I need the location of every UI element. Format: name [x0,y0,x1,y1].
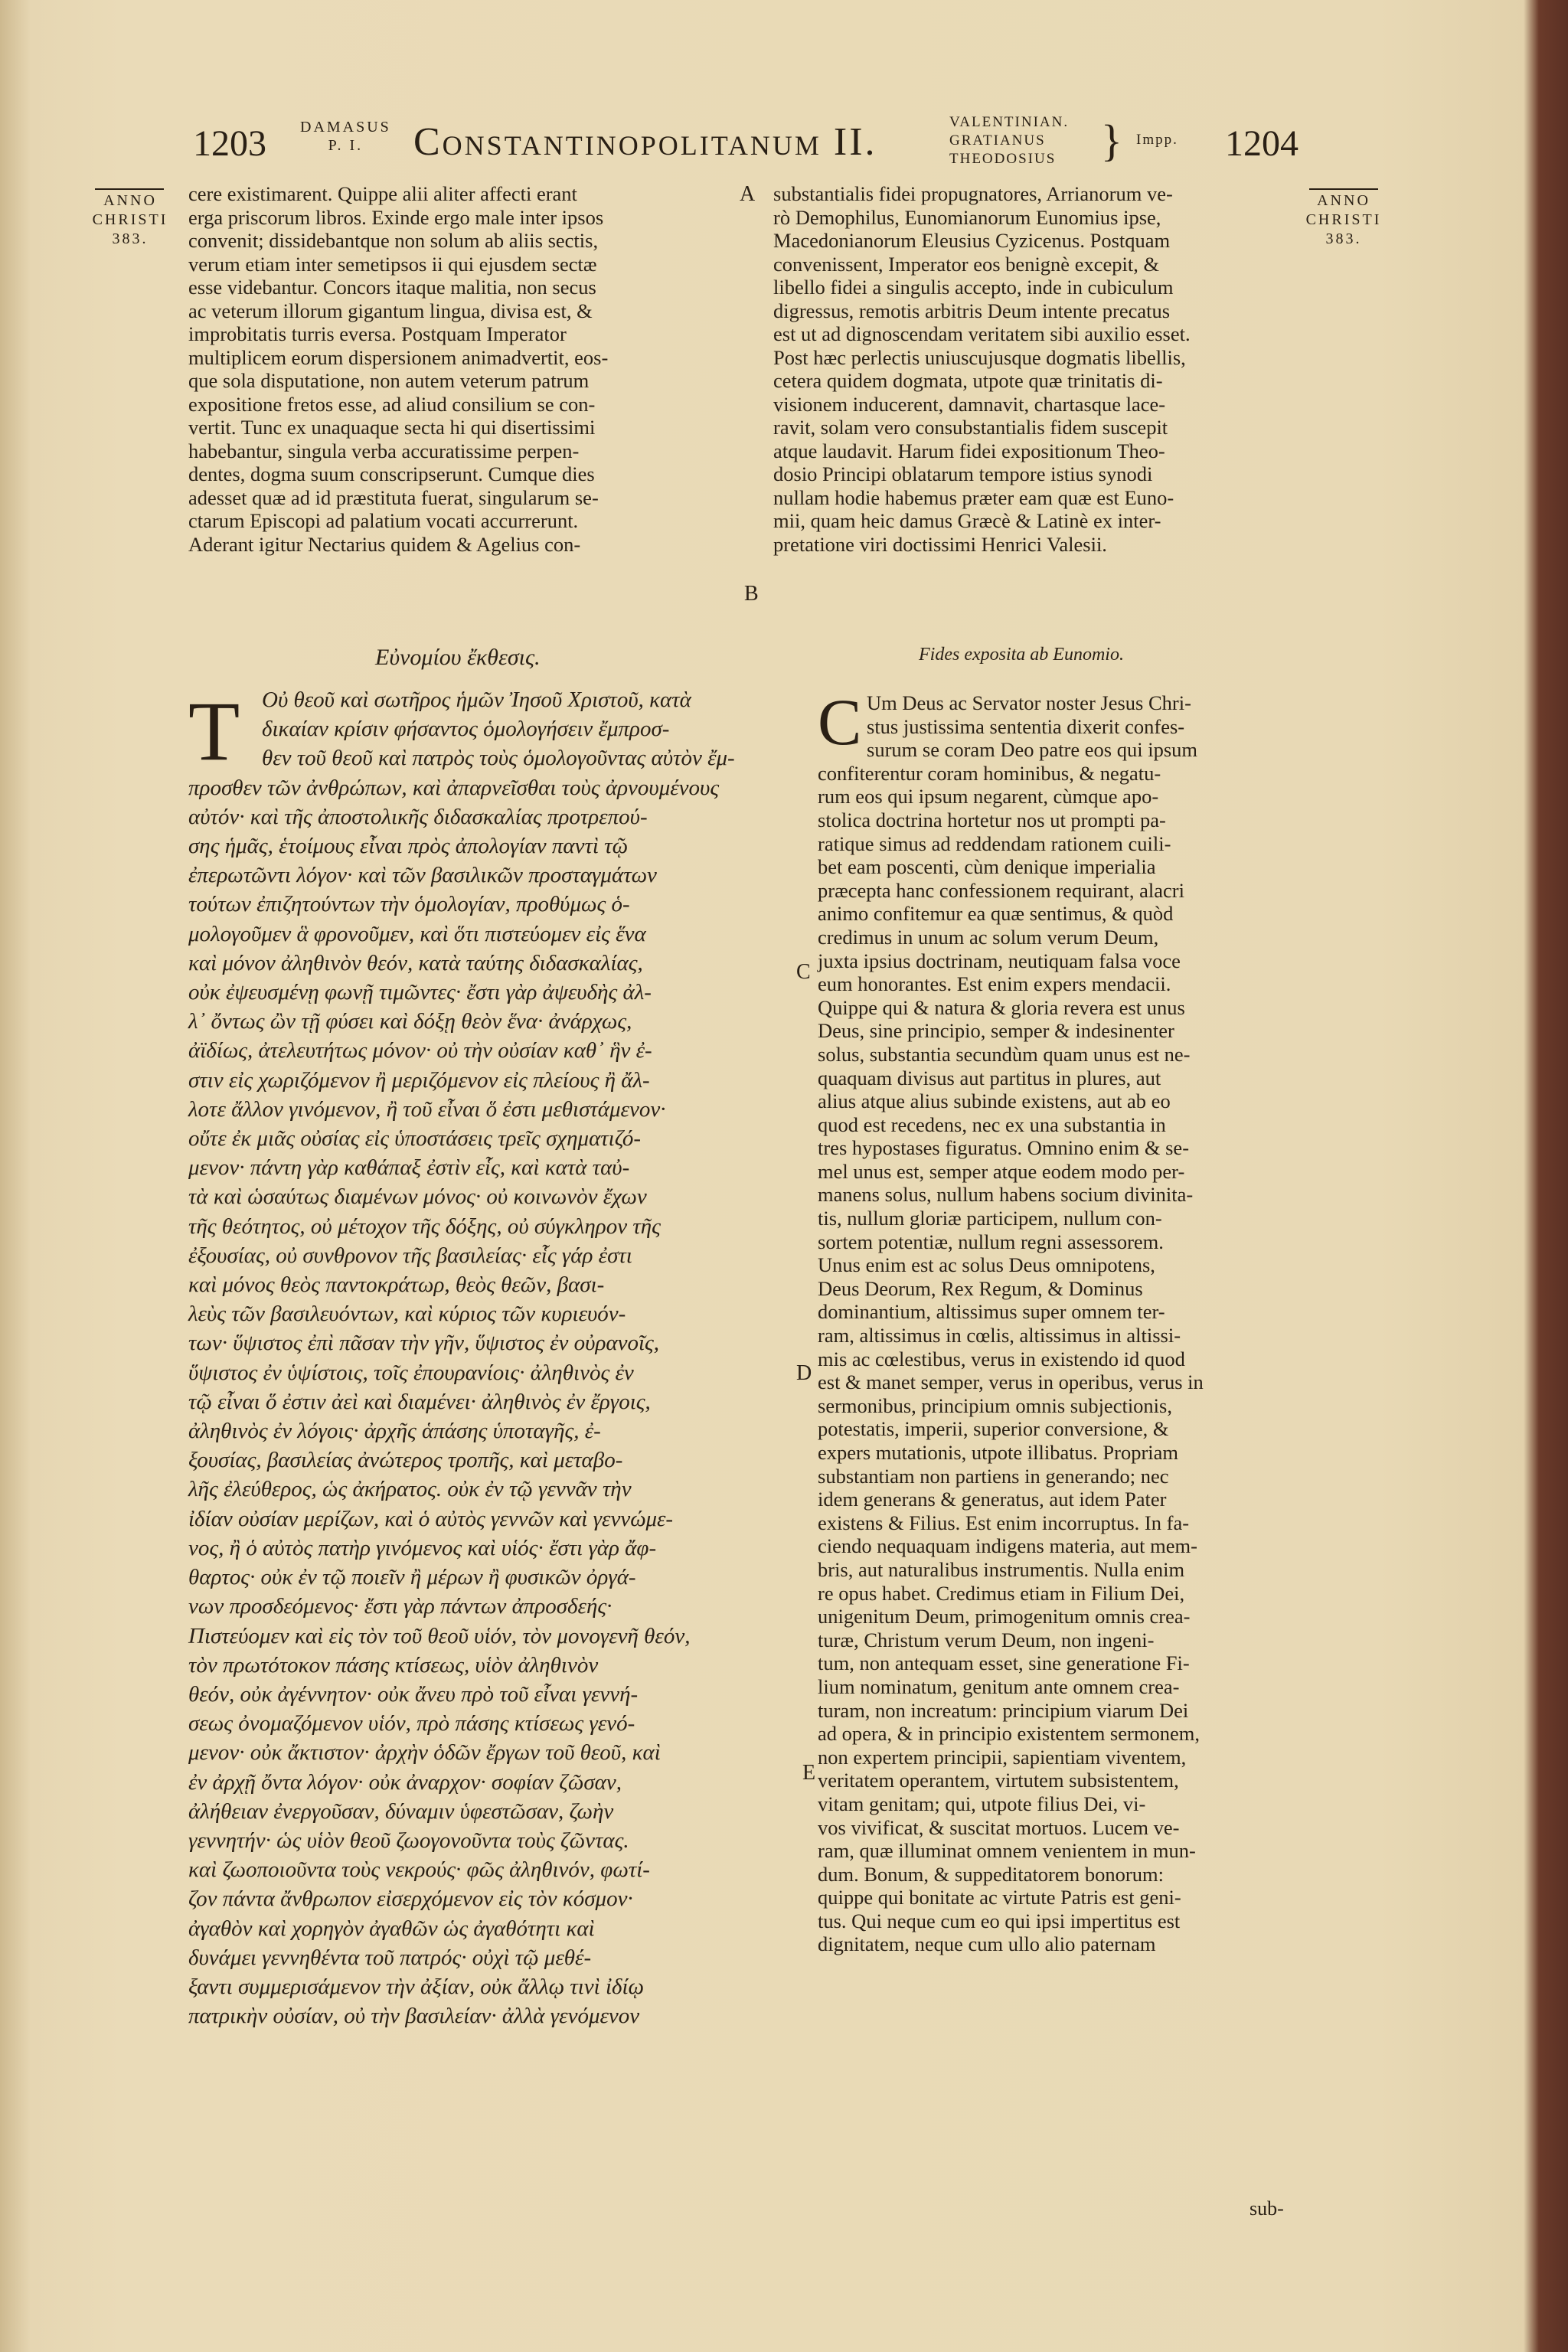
anno-rule-left [95,188,164,190]
text-line: lium nominatum, genitum ante omnem crea- [818,1674,1180,1698]
text-line: manens solus, nullum habens socium divinita- [818,1183,1194,1207]
text-line: turæ, Christum verum Deum, non ingeni- [818,1628,1155,1651]
text-line: existens & Filius. Est enim incorruptus. In fa- [818,1511,1190,1534]
text-line: ram, altissimus in cœlis, altissimus in altissi- [818,1324,1181,1348]
text-line: Um Deus ac Servator noster Jesus Chri- [867,691,1191,714]
text-line: αὐτόν· καὶ τῆς ἀποστολικῆς διδασκαλίας προτρεπού- [188,804,648,829]
text-line: tis, nullum gloriæ participem, nullum con- [818,1207,1162,1230]
text-line: mii, quam heic damus Græcè & Latinè ex inter- [773,509,1161,532]
text-line: δικαίαν κρίσιν φήσαντος ὁμολογήσειν ἔμπροσ- [262,717,670,742]
text-line: quod est recedens, nec ex una substantia in [818,1112,1166,1136]
text-line: ξουσίας, βασιλείας ἀνώτερος τροπῆς, καὶ μεταβο- [188,1448,623,1473]
text-line: ac veterum illorum gigantum lingua, divisa est, & [188,299,593,322]
text-line: θεόν, οὐκ ἀγέννητον· οὐκ ἄνευ πρὸ τοῦ εἶναι γεννή- [188,1681,639,1707]
text-line: cere existimarent. Quippe alii aliter affecti erant [188,182,577,205]
text-line: sortem potentiæ, nullum regni assessorem. [818,1230,1164,1253]
text-line: ad opera, & in principio existentem sermonem, [818,1722,1200,1746]
text-line: dignitatem, neque cum ullo alio paternam [818,1932,1156,1956]
text-line: vitam genitam; qui, utpote filius Dei, vi- [818,1792,1146,1815]
text-line: bris, aut naturalibus instrumentis. Nulla enim [818,1557,1185,1581]
text-line: τὸν πρωτότοκον πάσης κτίσεως, υἱὸν ἀληθινὸν [188,1652,599,1677]
text-line: vos vivificat, & suscitat mortuos. Lucem ve- [818,1815,1180,1839]
text-line: τῷ εἶναι ὅ ἐστιν ἀεὶ καὶ διαμένει· ἀληθινὸς ἐν ἔργοις, [188,1389,651,1414]
text-line: vertit. Tunc ex unaquaque secta hi qui disertissimi [188,416,596,439]
latin-intro-right-column [773,182,1302,556]
text-line: Aderant igitur Nectarius quidem & Agelius con- [188,532,581,556]
text-line: stus justissima sententia dixerit confes- [867,714,1185,738]
latin-text-column [818,685,1308,1956]
text-line: sermonibus, principium omnis subjectionis, [818,1393,1172,1417]
text-line: eum honorantes. Est enim expers mendacii. [818,972,1171,996]
anno-rule-right [1309,188,1378,190]
text-line: esse videbantur. Concors itaque malitia, non secus [188,276,596,299]
text-line: tres hypostases figuratus. Omnino enim & se- [818,1136,1190,1160]
text-line: ciendo nequaquam indigens materia, aut mem- [818,1534,1197,1558]
text-line: erga priscorum libros. Exinde ergo male inter ipsos [188,205,604,229]
text-line: μενον· οὐκ ἄκτιστον· ἀρχὴν ὁδῶν ἔργων τοῦ θεοῦ, καὶ [188,1740,661,1766]
text-line: στιν εἰς χωριζόμενον ἢ μεριζόμενον εἰς πλείους ἢ ἄλ- [188,1067,650,1093]
text-line: bet eam poscenti, cùm denique imperialia [818,855,1156,879]
text-line: visionem inducerent, damnavit, chartasque lace- [773,392,1166,416]
text-line: rum eos qui ipsum negarent, cùmque apo- [818,785,1159,808]
latin-drop-capital: C [818,685,862,759]
text-line: ravit, solam vero consubstantialis fidem suscepit [773,416,1168,439]
text-line: οὔτε ἐκ μιᾶς οὐσίας εἰς ὑποστάσεις τρεῖς σχηματιζό- [188,1126,641,1152]
text-line: verum etiam inter semetipsos ii qui ejusdem sectæ [188,252,597,276]
greek-caption: Εὐνομίου ἔκθεσις. [375,645,541,670]
text-line: ἰδίαν οὐσίαν μερίζων, καὶ ὁ αὐτὸς γεννῶν καὶ γεννώμε- [188,1506,674,1531]
text-line: ἀλήθειαν ἐνεργοῦσαν, δύναμιν ὑφεστῶσαν, ζωὴν [188,1798,614,1824]
text-line: expositione fretos esse, ad aliud consilium se con- [188,392,596,416]
text-line: τὰ καὶ ὡσαύτως διαμένων μόνος· οὐ κοινωνὸν ἔχων [188,1184,647,1210]
text-line: Πιστεύομεν καὶ εἰς τὸν τοῦ θεοῦ υἱόν, τὸν μονογενῆ θεόν, [188,1623,691,1648]
text-line: re opus habet. Credimus etiam in Filium Dei, [818,1581,1185,1605]
text-line: idem generans & generatus, aut idem Pater [818,1488,1167,1511]
greek-text-column [188,685,801,2030]
text-line: καὶ μόνος θεὸς παντοκράτωρ, θεὸς θεῶν, βασι- [188,1272,605,1298]
text-line: est ut ad dignoscendam veritatem sibi auxilio esset. [773,322,1191,345]
text-line: Οὐ θεοῦ καὶ σωτῆρος ἡμῶν Ἰησοῦ Χριστοῦ, κατὰ [262,688,691,712]
text-line: præcepta hanc confessionem requirant, alacri [818,878,1184,902]
text-line: digressus, remotis arbitris Deum intente precatus [773,299,1171,322]
text-line: ἀϊδίως, ἀτελευτήτως μόνον· οὐ τὴν οὐσίαν καθ᾽ ἣν ἐ- [188,1038,652,1063]
text-line: quippe qui bonitate ac virtute Patris est geni- [818,1886,1181,1909]
text-line: Deus Deorum, Rex Regum, & Dominus [818,1276,1143,1300]
text-line: dum. Bonum, & suppeditatorem bonorum: [818,1862,1164,1886]
text-line: σης ἡμᾶς, ἑτοίμους εἶναι πρὸς ἀπολογίαν παντὶ τῷ [188,834,629,859]
text-line: nullam hodie habemus præter eam quæ est Euno- [773,485,1174,509]
text-line: cetera quidem dogmata, utpote quæ trinitatis di- [773,369,1163,392]
text-line: ἐξουσίας, οὐ συνθρονον τῆς βασιλείας· εἷς γάρ ἐστι [188,1243,632,1268]
text-line: νος, ἢ ὁ αὐτὸς πατὴρ γινόμενος καὶ υἱός· ἔστι γὰρ ἄφ- [188,1535,657,1560]
header-pope: DAMASUS P. I. [300,119,391,154]
text-line: των· ὕψιστος ἐπὶ πᾶσαν τὴν γῆν, ὕψιστος ἐν οὐρανοῖς, [188,1331,660,1356]
margin-letter-c: C [796,960,811,984]
text-line: ἐπερωτῶντι λόγον· καὶ τῶν βασιλικῶν προσταγμάτων [188,863,657,888]
text-line: Post hæc perlectis uniuscujusque dogmatis libellis, [773,345,1186,369]
text-line: καὶ μόνον ἀληθινὸν θεόν, κατὰ ταύτης διδασκαλίας, [188,950,643,975]
text-line: καὶ ζωοποιοῦντα τοὺς νεκρούς· φῶς ἀληθινόν, φωτί- [188,1857,650,1883]
text-line: non expertem principii, sapientiam viventem, [818,1745,1187,1769]
text-line: δυνάμει γεννηθέντα τοῦ πατρός· οὐχὶ τῷ μεθέ- [188,1945,592,1970]
text-line: improbitatis turris eversa. Postquam Imperator [188,322,567,345]
header-title: Constantinopolitanum II. [413,120,877,164]
running-header [0,115,1568,168]
text-line: Quippe qui & natura & gloria revera est unus [818,995,1185,1019]
text-line: tum, non antequam esset, sine generatione Fi- [818,1651,1190,1675]
text-line: νων προσδεόμενος· ἔστι γὰρ πάντων ἀπροσδεής· [188,1594,612,1619]
text-line: stolica doctrina hortetur nos ut prompti pa- [818,808,1166,831]
text-line: τῆς θεότητος, οὐ μέτοχον τῆς δόξης, οὐ σύγκληρον τῆς [188,1214,661,1239]
text-line: ἀληθινὸς ἐν λόγοις· ἀρχῆς ἁπάσης ὑποταγῆς, ἐ- [188,1419,601,1444]
text-line: Deus, sine principio, semper & indesinenter [818,1019,1174,1043]
text-line: Unus enim est ac solus Deus omnipotens, [818,1253,1155,1277]
text-line: θαρτος· οὐκ ἐν τῷ ποιεῖν ἢ μέρων ἢ φυσικῶν ὀργά- [188,1565,636,1590]
text-line: alius atque alius subinde existens, aut ab eo [818,1089,1171,1113]
text-line: substantiam non partiens in generando; nec [818,1464,1169,1488]
text-line: convenit; dissidebantque non solum ab aliis sectis, [188,229,599,252]
text-line: ratique simus ad reddendam rationem cuili- [818,831,1171,855]
text-line: σεως ὀνομαζόμενον υἱόν, πρὸ πάσης κτίσεως γενό- [188,1711,635,1736]
text-line: λ᾽ ὄντως ὢν τῇ φύσει καὶ δόξῃ θεὸν ἕνα· ἀνάρχως, [188,1009,632,1034]
text-line: est & manet semper, verus in operibus, verus in [818,1370,1204,1394]
text-line: ζον πάντα ἄνθρωπον εἰσερχόμενον εἰς τὸν κόσμον· [188,1886,633,1912]
text-line: unigenitum Deum, primogenitum omnis crea- [818,1605,1191,1628]
latin-intro-left-column [188,182,717,556]
text-line: solus, substantia secundùm quam unus est ne- [818,1042,1191,1066]
text-line: credimus in unum ac solum verum Deum, [818,925,1159,949]
text-line: μενον· πάντη γὰρ καθάπαξ ἐστὶν εἷς, καὶ κατὰ ταὐ- [188,1155,630,1181]
text-line: veritatem operantem, virtutem subsistentem, [818,1769,1179,1792]
text-line: πατρικὴν οὐσίαν, οὐ τὴν βασιλείαν· ἀλλὰ γενόμενον [188,2004,640,2029]
text-line: ὕψιστος ἐν ὑψίστοις, τοῖς ἐπουρανίοις· ἀληθινὸς ἐν [188,1360,634,1385]
page-number-left: 1203 [193,123,266,164]
margin-letter-d: D [796,1361,812,1385]
text-line: quaquam divisus aut partitus in plures, aut [818,1066,1161,1089]
text-line: libello fidei a singulis accepto, inde in cubiculum [773,276,1174,299]
text-line: animo confitemur ea quæ sentimus, & quòd [818,902,1174,926]
text-line: τούτων ἐπιζητούντων τὴν ὁμολογίαν, προθύμως ὁ- [188,892,630,917]
text-line: multiplicem eorum dispersionem animadvertit, eos- [188,345,609,369]
text-line: μολογοῦμεν ἃ φρονοῦμεν, καὶ ὅτι πιστεύομεν εἰς ἕνα [188,921,646,946]
text-line: mel unus est, semper atque eodem modo per- [818,1159,1185,1183]
text-line: juxta ipsius doctrinam, neutiquam falsa voce [818,949,1181,972]
margin-letter-a: A [740,182,756,206]
text-line: λῆς ἐλεύθερος, ὡς ἀκήρατος. οὐκ ἐν τῷ γεννᾶν τὴν [188,1477,632,1502]
text-line: atque laudavit. Harum fidei expositionum Theo- [773,439,1165,462]
latin-caption: Fides exposita ab Eunomio. [919,645,1124,665]
text-line: ctarum Episcopi ad palatium vocati accurrerunt. [188,509,579,532]
text-line: dosio Principi oblatarum tempore istius synodi [773,462,1153,485]
text-line: γεννητήν· ὡς υἱὸν θεοῦ ζωογονοῦντα τοὺς ζῶντας. [188,1828,629,1853]
text-line: rò Demophilus, Eunomianorum Eunomius ipse, [773,205,1161,229]
text-line: ἀγαθὸν καὶ χορηγὸν ἀγαθῶν ὡς ἀγαθότητι καὶ [188,1916,595,1941]
text-line: potestatis, imperii, superior conversione, & [818,1417,1169,1441]
header-brace: } [1101,116,1122,165]
text-line: turam, non increatum: principium viarum Dei [818,1698,1189,1722]
text-line: confiterentur coram hominibus, & negatu- [818,761,1161,785]
text-line: ἐν ἀρχῇ ὄντα λόγον· οὐκ ἀναρχον· σοφίαν ζῶσαν, [188,1769,622,1795]
text-line: Macedonianorum Eleusius Cyzicenus. Postquam [773,229,1171,252]
text-line: que sola disputatione, non autem veterum patrum [188,369,590,392]
text-line: ξαντι συμμερισάμενον τὴν ἀξίαν, οὐκ ἄλλῳ τινὶ ἰδίῳ [188,1974,645,1999]
text-line: habebantur, singula verba accuratissime perpen- [188,439,580,462]
text-line: mis ac cœlestibus, verus in existendo id quod [818,1347,1185,1370]
text-line: θεν τοῦ θεοῦ καὶ πατρὸς τοὺς ὁμολογοῦντας αὐτὸν ἔμ- [262,746,735,771]
greek-drop-capital: T [188,684,240,778]
header-emperors: VALENTINIAN. GRATIANUS THEODOSIUS [949,114,1070,167]
text-line: λοτε ἄλλον γινόμενον, ἢ τοῦ εἶναι ὅ ἐστι μεθιστάμενον· [188,1096,666,1122]
text-line: προσθεν τῶν ἀνθρώπων, καὶ ἀπαρνεῖσθαι τοὺς ἀρνουμένους [188,775,720,800]
text-line: οὐκ ἐψευσμένῃ φωνῇ τιμῶντες· ἔστι γὰρ ἀψευδὴς ἀλ- [188,980,652,1005]
text-line: ram, quæ illuminat omnem venientem in mun- [818,1839,1196,1863]
text-line: λεὺς τῶν βασιλευόντων, καὶ κύριος τῶν κυριευόν- [188,1302,626,1327]
anno-christi-left: ANNO CHRISTI 383. [92,192,168,247]
text-line: surum se coram Deo patre eos qui ipsum [867,738,1197,762]
margin-letter-b: B [744,582,759,606]
text-line: dominantium, altissimus super omnem ter- [818,1300,1165,1324]
text-line: convenissent, Imperator eos benignè excepit, & [773,252,1160,276]
header-imperatores: Impp. [1136,132,1178,148]
page-number-right: 1204 [1225,123,1298,164]
text-line: substantialis fidei propugnatores, Arrianorum ve- [773,182,1173,205]
text-line: pretatione viri doctissimi Henrici Valesii. [773,532,1107,556]
text-line: tus. Qui neque cum eo qui ipsi impertitus est [818,1909,1181,1932]
anno-christi-right: ANNO CHRISTI 383. [1305,192,1382,247]
text-line: adesset quæ ad id præstituta fuerat, singularum se- [188,485,599,509]
text-line: expers mutationis, utpote illibatus. Propriam [818,1441,1179,1464]
catchword: sub- [1250,2197,1284,2220]
text-line: dentes, dogma suum conscripserunt. Cumque dies [188,462,595,485]
margin-letter-e: E [802,1761,816,1785]
